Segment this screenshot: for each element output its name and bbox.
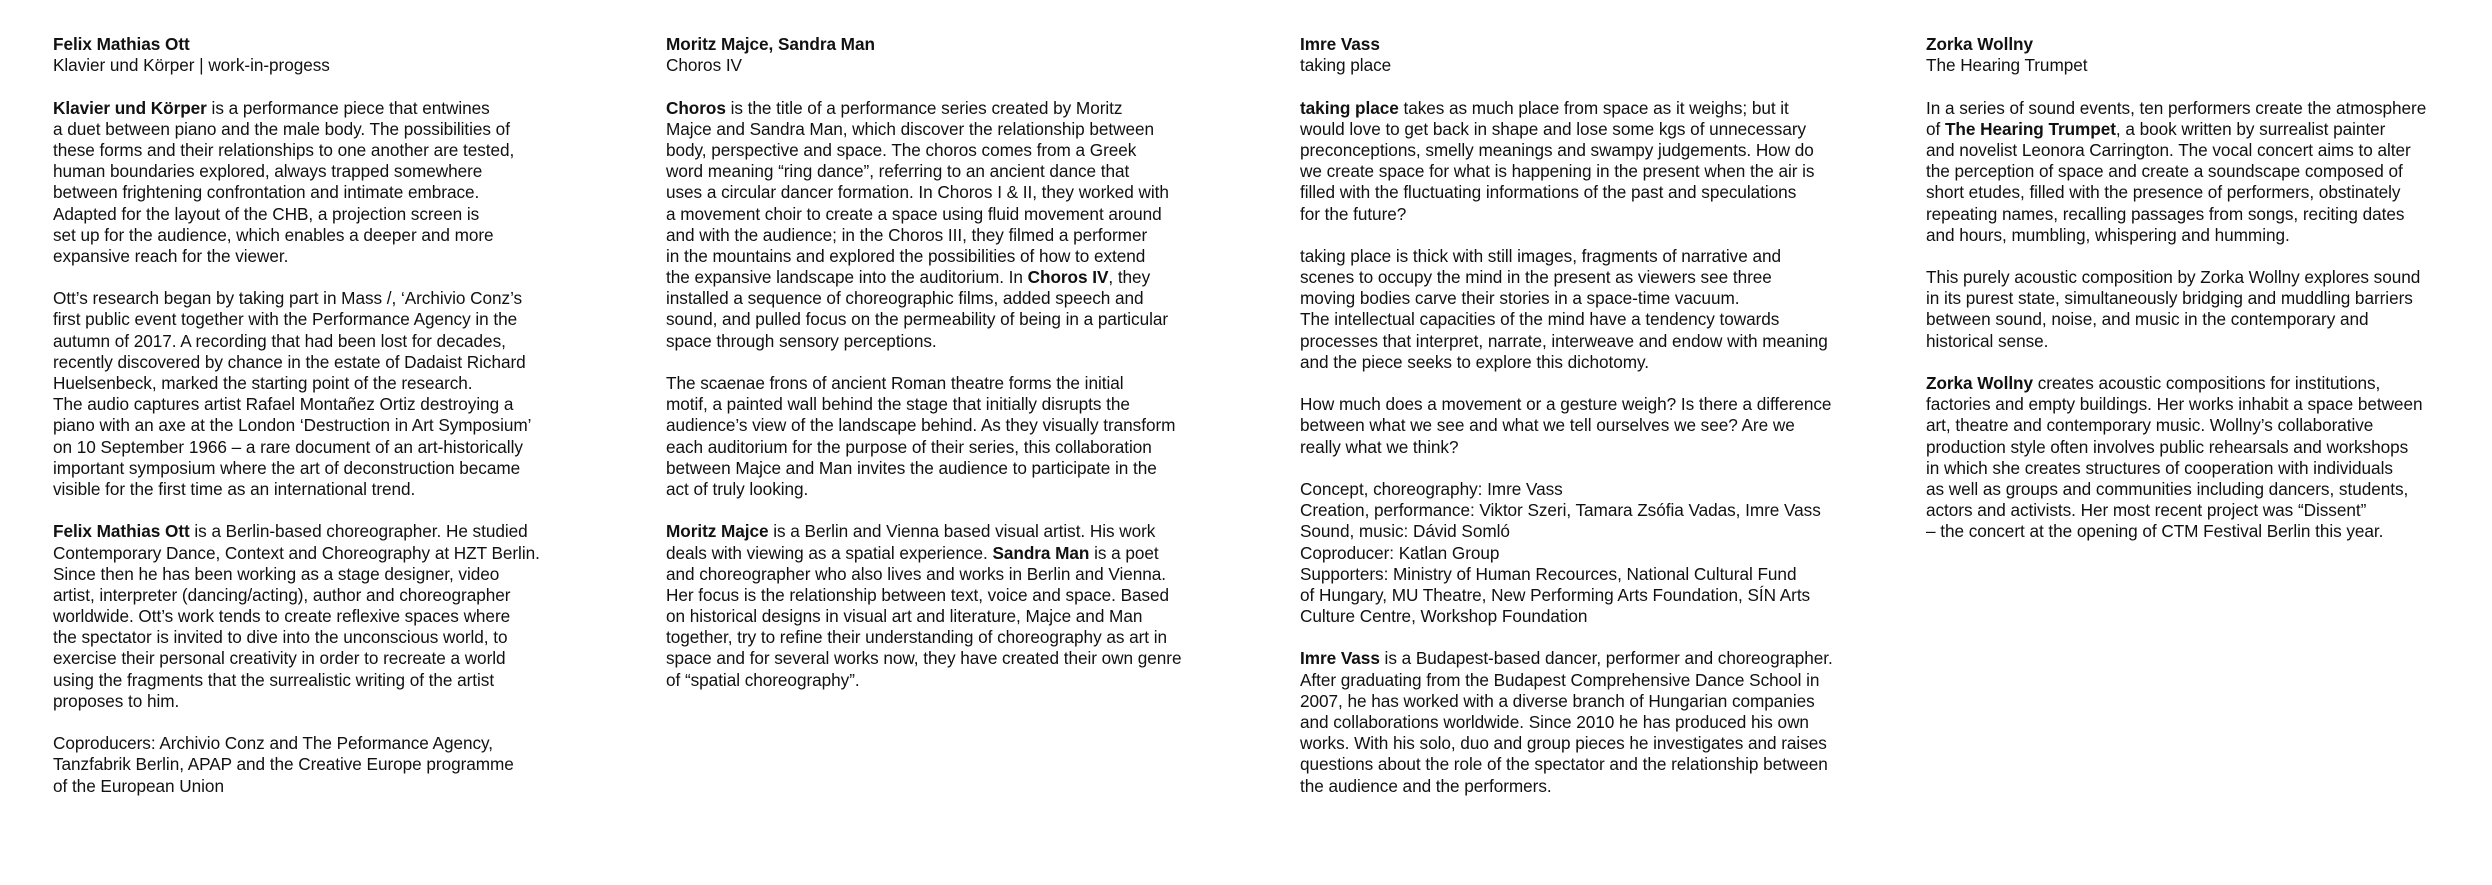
text-line (666, 394, 1181, 415)
text-line (1300, 119, 1833, 140)
text-segment: In a series of sound events, ten performers create the atmosphere (1926, 97, 2427, 118)
paragraph-gap (1926, 246, 2426, 267)
text-segment: sound, and pulled focus on the permeability of being in a particular (666, 309, 1169, 330)
text-line (1926, 140, 2426, 161)
paragraph-gap (53, 500, 540, 521)
text-line (53, 98, 540, 119)
text-line (1300, 712, 1833, 733)
paragraph (1300, 648, 1833, 796)
text-line (1926, 182, 2426, 203)
text-line (1300, 394, 1833, 415)
text-segment: important symposium where the art of deconstruction became (53, 457, 521, 478)
text-line (53, 140, 540, 161)
paragraph-gap (53, 267, 540, 288)
text-line (1300, 331, 1833, 352)
text-line (666, 246, 1181, 267)
text-segment: between frightening confrontation and intimate embrace. (53, 182, 480, 203)
text-line (666, 204, 1181, 225)
bold-term: taking place (1300, 97, 1399, 118)
text-line (1300, 415, 1833, 436)
text-segment: visible for the first time as an international trend. (53, 478, 416, 499)
paragraph (666, 98, 1181, 352)
work-title: taking place (1300, 55, 1392, 76)
text-line (1926, 479, 2426, 500)
text-segment: would love to get back in shape and lose some kgs of unnecessary (1300, 118, 1807, 139)
text-line (666, 225, 1181, 246)
bold-term: Zorka Wollny (1926, 373, 2033, 393)
text-segment: is a Budapest-based dancer, performer and choreographer. (1379, 648, 1833, 669)
text-line (53, 373, 540, 394)
text-line (53, 415, 540, 436)
text-segment: body, perspective and space. The choros comes from a Greek (666, 139, 1137, 160)
text-line (666, 98, 1181, 119)
text-segment: repeating names, recalling passages from songs, reciting dates (1926, 203, 2405, 224)
paragraph-gap (1300, 627, 1833, 648)
text-line (1300, 182, 1833, 203)
text-line (1300, 479, 1833, 500)
text-line (1926, 394, 2426, 415)
text-line (1926, 373, 2426, 394)
text-segment: The audio captures artist Rafael Montañez Ortiz destroying a (53, 394, 514, 415)
bold-term: Felix Mathias Ott (53, 521, 190, 542)
text-line (53, 543, 540, 564)
paragraph (53, 521, 540, 712)
text-segment: between what we see and what we tell ourselves we see? Are we (1300, 415, 1795, 436)
text-line (666, 627, 1181, 648)
text-line (1926, 204, 2426, 225)
text-line (666, 521, 1181, 542)
text-segment: Sound, music: Dávid Somló (1300, 521, 1510, 542)
text-segment: questions about the role of the spectator and the relationship between (1300, 754, 1828, 775)
paragraph-gap (1300, 225, 1833, 246)
text-segment: Her focus is the relationship between text, voice and space. Based (666, 584, 1170, 605)
text-segment: human boundaries explored, always trapped somewhere (53, 161, 483, 182)
text-segment: act of truly looking. (666, 478, 809, 499)
paragraph-gap (53, 712, 540, 733)
text-line (1300, 606, 1833, 627)
text-segment: for the future? (1300, 203, 1407, 224)
text-segment: between Majce and Man invites the audience to participate in the (666, 457, 1157, 478)
bold-term: Choros (666, 97, 726, 118)
text-line (666, 479, 1181, 500)
text-segment: using the fragments that the surrealistic writing of the artist (53, 669, 495, 690)
text-line (1300, 309, 1833, 330)
text-segment: Concept, choreography: Imre Vass (1300, 478, 1563, 499)
text-segment: and choreographer who also lives and works in Berlin and Vienna. (666, 563, 1167, 584)
work-title: The Hearing Trumpet (1926, 55, 2088, 76)
text-segment: of (1926, 118, 1945, 139)
text-line (1300, 564, 1833, 585)
text-segment: processes that interpret, narrate, interweave and endow with meaning (1300, 330, 1828, 351)
text-segment: After graduating from the Budapest Comprehensive Dance School in (1300, 669, 1820, 690)
paragraph (666, 373, 1181, 500)
text-line (1300, 161, 1833, 182)
text-segment: exercise their personal creativity in order to recreate a world (53, 648, 506, 669)
text-line (1926, 500, 2426, 521)
text-line (53, 733, 540, 754)
text-segment: filled with the fluctuating informations of the past and speculations (1300, 182, 1797, 203)
text-segment: proposes to him. (53, 690, 180, 711)
text-segment: deals with viewing as a spatial experience. (666, 542, 993, 563)
text-segment: and hours, mumbling, whispering and humming. (1926, 224, 2290, 245)
text-segment: Tanzfabrik Berlin, APAP and the Creative Europe programme (53, 754, 514, 775)
paragraph (1300, 98, 1833, 225)
text-segment: is the title of a performance series created by Moritz (725, 97, 1123, 118)
text-line (1926, 288, 2426, 309)
paragraph-gap (1300, 458, 1833, 479)
text-segment: on 10 September 1966 – a rare document of an art-historically (53, 436, 523, 457)
text-segment: space and for several works now, they have created their own genre (666, 648, 1182, 669)
text-segment: Majce and Sandra Man, which discover the relationship between (666, 118, 1155, 139)
text-segment: taking place is thick with still images, fragments of narrative and (1300, 245, 1781, 266)
text-segment: The scaenae frons of ancient Roman theatre forms the initial (666, 373, 1124, 393)
text-line (53, 670, 540, 691)
text-line (1300, 98, 1833, 119)
text-line (53, 754, 540, 775)
text-line (1300, 776, 1833, 797)
text-segment: is a Berlin-based choreographer. He studied (189, 521, 528, 542)
text-segment: really what we think? (1300, 436, 1459, 457)
text-line (53, 182, 540, 203)
text-segment: Ott’s research began by taking part in Mass /, ‘Archivio Conz’s (53, 288, 523, 309)
text-segment: the perception of space and create a soundscape composed of (1926, 161, 2403, 182)
text-segment: actors and activists. Her most recent project was “Dissent” (1926, 500, 2367, 521)
text-line (1926, 119, 2426, 140)
column-moritz-majce-sandra-man (666, 34, 1181, 691)
text-line (53, 246, 540, 267)
text-segment: scenes to occupy the mind in the present as viewers see three (1300, 267, 1772, 288)
text-line (666, 267, 1181, 288)
paragraph-gap (1926, 352, 2426, 373)
text-segment: uses a circular dancer formation. In Choros I & II, they worked with (666, 182, 1169, 203)
text-line (1926, 161, 2426, 182)
text-segment: Coproducer: Katlan Group (1300, 542, 1500, 563)
paragraph-gap (666, 352, 1181, 373)
artist-name: Moritz Majce, Sandra Man (666, 34, 875, 54)
text-segment: a duet between piano and the male body. The possibilities of (53, 118, 510, 139)
text-line (1926, 331, 2426, 352)
paragraph (1926, 267, 2426, 352)
paragraph (1926, 98, 2426, 246)
text-segment: creates acoustic compositions for institutions, (2033, 373, 2381, 393)
text-segment: and collaborations worldwide. Since 2010 he has produced his own (1300, 712, 1809, 732)
artist-name: Felix Mathias Ott (53, 34, 190, 54)
text-segment: installed a sequence of choreographic films, added speech and (666, 288, 1144, 309)
text-segment: moving bodies carve their stories in a space-time vacuum. (1300, 288, 1740, 309)
text-line (1926, 309, 2426, 330)
text-segment: in its purest state, simultaneously bridging and muddling barriers (1926, 288, 2413, 309)
text-segment: is a Berlin and Vienna based visual artist. His work (768, 521, 1156, 542)
work-title: Klavier und Körper | work-in-progess (53, 55, 330, 76)
text-segment: and novelist Leonora Carrington. The vocal concert aims to alter (1926, 139, 2411, 160)
text-line (1300, 754, 1833, 775)
text-line (1926, 521, 2426, 542)
text-segment: , a book written by surrealist painter (2115, 118, 2386, 139)
paragraph-gap (666, 76, 1181, 97)
text-line (666, 119, 1181, 140)
text-segment: set up for the audience, which enables a deeper and more (53, 224, 494, 245)
text-segment: How much does a movement or a gesture weigh? Is there a difference (1300, 394, 1832, 415)
text-line (1926, 98, 2426, 119)
paragraph-gap (666, 500, 1181, 521)
text-segment: space through sensory perceptions. (666, 330, 937, 351)
text-segment: 2007, he has worked with a diverse branch of Hungarian companies (1300, 690, 1815, 711)
text-segment: of “spatial choreography”. (666, 669, 860, 690)
text-line (1926, 225, 2426, 246)
text-segment: historical sense. (1926, 330, 2049, 351)
text-segment: between sound, noise, and music in the contemporary and (1926, 309, 2369, 330)
text-line (666, 437, 1181, 458)
text-line (53, 331, 540, 352)
text-segment: worldwide. Ott’s work tends to create reflexive spaces where (53, 606, 511, 627)
text-line (666, 585, 1181, 606)
text-line (666, 331, 1181, 352)
paragraph (1300, 246, 1833, 373)
text-segment: these forms and their relationships to one another are tested, (53, 139, 515, 160)
text-segment: Coproducers: Archivio Conz and The Peformance Agency, (53, 733, 494, 754)
paragraph (53, 98, 540, 268)
text-line (666, 458, 1181, 479)
text-segment: – the concert at the opening of CTM Festival Berlin this year. (1926, 521, 2384, 542)
text-line (666, 161, 1181, 182)
bold-term: Imre Vass (1300, 648, 1380, 669)
text-line (1300, 437, 1833, 458)
text-segment: artist, interpreter (dancing/acting), author and choreographer (53, 584, 511, 605)
text-line (666, 182, 1181, 203)
text-line (666, 606, 1181, 627)
paragraph (1300, 394, 1833, 458)
text-segment: autumn of 2017. A recording that had been lost for decades, (53, 330, 506, 351)
text-segment: This purely acoustic composition by Zorka Wollny explores sound (1926, 267, 2421, 288)
text-segment: works. With his solo, duo and group pieces he investigates and raises (1300, 733, 1827, 754)
paragraph (53, 733, 540, 797)
text-line (1926, 267, 2426, 288)
text-segment: audience’s view of the landscape behind. As they visually transform (666, 415, 1176, 436)
work-title: Choros IV (666, 55, 742, 76)
text-line (1300, 267, 1833, 288)
text-line (1926, 437, 2426, 458)
text-segment: in the mountains and explored the possibilities of how to extend (666, 245, 1146, 266)
text-segment: we create space for what is happening in the present when the air is (1300, 161, 1815, 182)
bold-term: The Hearing Trumpet (1944, 118, 2116, 139)
paragraph-gap (53, 76, 540, 97)
text-line (1300, 670, 1833, 691)
text-line (53, 627, 540, 648)
text-line (53, 585, 540, 606)
text-line (666, 415, 1181, 436)
paragraph-gap (1926, 76, 2426, 97)
text-line (666, 564, 1181, 585)
text-line (1300, 733, 1833, 754)
text-line (1300, 500, 1833, 521)
text-line (53, 564, 540, 585)
text-segment: the spectator is invited to dive into the unconscious world, to (53, 627, 508, 648)
text-segment: Contemporary Dance, Context and Choreography at HZT Berlin. (53, 542, 540, 563)
paragraph-gap (1300, 76, 1833, 97)
artist-name: Imre Vass (1300, 34, 1380, 54)
text-segment: together, try to refine their understanding of choreography as art in (666, 627, 1168, 648)
text-segment: of the European Union (53, 775, 224, 796)
text-segment: is a poet (1089, 542, 1159, 563)
text-line (666, 140, 1181, 161)
text-segment: production style often involves public rehearsals and workshops (1926, 436, 2409, 457)
text-line (1926, 458, 2426, 479)
text-line (53, 309, 540, 330)
text-line (1300, 585, 1833, 606)
paragraph (1300, 479, 1833, 627)
text-segment: factories and empty buildings. Her works inhabit a space between (1926, 394, 2423, 415)
text-line (1300, 288, 1833, 309)
text-line (53, 352, 540, 373)
text-segment: Adapted for the layout of the CHB, a projection screen is (53, 203, 480, 224)
text-line (53, 288, 540, 309)
text-line (666, 670, 1181, 691)
column-zorka-wollny (1926, 34, 2426, 543)
text-segment: expansive reach for the viewer. (53, 245, 289, 266)
column-felix-mathias-ott (53, 34, 540, 797)
text-segment: the audience and the performers. (1300, 775, 1552, 796)
text-segment: Huelsenbeck, marked the starting point of the research. (53, 373, 473, 393)
text-line (666, 288, 1181, 309)
bold-term: Sandra Man (992, 542, 1090, 563)
text-line (53, 437, 540, 458)
text-segment: of Hungary, MU Theatre, New Performing Arts Foundation, SÍN Arts (1300, 584, 1811, 605)
text-line (1300, 140, 1833, 161)
text-line (1300, 204, 1833, 225)
text-line (53, 161, 540, 182)
text-line (53, 458, 540, 479)
text-segment: each auditorium for the purpose of their series, this collaboration (666, 436, 1152, 457)
text-segment: is a performance piece that entwines (206, 97, 490, 118)
paragraph (666, 521, 1181, 691)
text-segment: as well as groups and communities including dancers, students, (1926, 478, 2409, 499)
text-line (53, 225, 540, 246)
text-segment: piano with an axe at the London ‘Destruction in Art Symposium’ (53, 415, 532, 436)
bold-term: Klavier und Körper (53, 97, 207, 118)
text-segment: recently discovered by chance in the estate of Dadaist Richard (53, 351, 526, 372)
paragraph (53, 288, 540, 500)
text-segment: , they (1108, 267, 1151, 288)
text-line (53, 776, 540, 797)
paragraph-gap (1300, 373, 1833, 394)
text-segment: first public event together with the Performance Agency in the (53, 309, 518, 330)
text-segment: takes as much place from space as it weighs; but it (1398, 97, 1789, 118)
text-segment: motif, a painted wall behind the stage that initially disrupts the (666, 394, 1130, 415)
column-imre-vass (1300, 34, 1833, 797)
text-line (666, 543, 1181, 564)
text-segment: The intellectual capacities of the mind have a tendency towards (1300, 309, 1780, 330)
text-segment: and the piece seeks to explore this dichotomy. (1300, 351, 1649, 372)
paragraph (1926, 373, 2426, 543)
text-line (1300, 521, 1833, 542)
text-line (666, 373, 1181, 394)
text-line (1300, 648, 1833, 669)
text-segment: word meaning “ring dance”, referring to an ancient dance that (666, 161, 1130, 182)
bold-term: Choros IV (1027, 267, 1109, 288)
text-segment: preconceptions, smelly meanings and swampy judgements. How do (1300, 139, 1814, 160)
text-segment: short etudes, filled with the presence of performers, obstinately (1926, 182, 2401, 203)
text-segment: a movement choir to create a space using fluid movement around (666, 203, 1162, 224)
text-line (1300, 543, 1833, 564)
text-segment: Creation, performance: Viktor Szeri, Tamara Zsófia Vadas, Imre Vass (1300, 500, 1821, 521)
text-line (666, 309, 1181, 330)
text-line (53, 606, 540, 627)
text-line (53, 521, 540, 542)
text-line (53, 691, 540, 712)
text-segment: Culture Centre, Workshop Foundation (1300, 606, 1588, 627)
text-line (53, 394, 540, 415)
text-segment: Supporters: Ministry of Human Recources, National Cultural Fund (1300, 563, 1797, 584)
text-segment: on historical designs in visual art and literature, Majce and Man (666, 606, 1143, 627)
text-segment: and with the audience; in the Choros III, they filmed a performer (666, 224, 1148, 245)
text-segment: the expansive landscape into the auditorium. In (666, 267, 1028, 288)
text-line (1300, 691, 1833, 712)
text-segment: in which she creates structures of cooperation with individuals (1926, 457, 2393, 478)
text-line (1300, 246, 1833, 267)
text-line (1300, 352, 1833, 373)
text-line (1926, 415, 2426, 436)
text-line (53, 204, 540, 225)
text-line (53, 648, 540, 669)
text-segment: Since then he has been working as a stage designer, video (53, 563, 500, 584)
text-segment: art, theatre and contemporary music. Wollny’s collaborative (1926, 415, 2374, 436)
text-line (53, 479, 540, 500)
bold-term: Moritz Majce (666, 521, 769, 542)
text-line (53, 119, 540, 140)
artist-name: Zorka Wollny (1926, 34, 2033, 54)
text-line (666, 648, 1181, 669)
